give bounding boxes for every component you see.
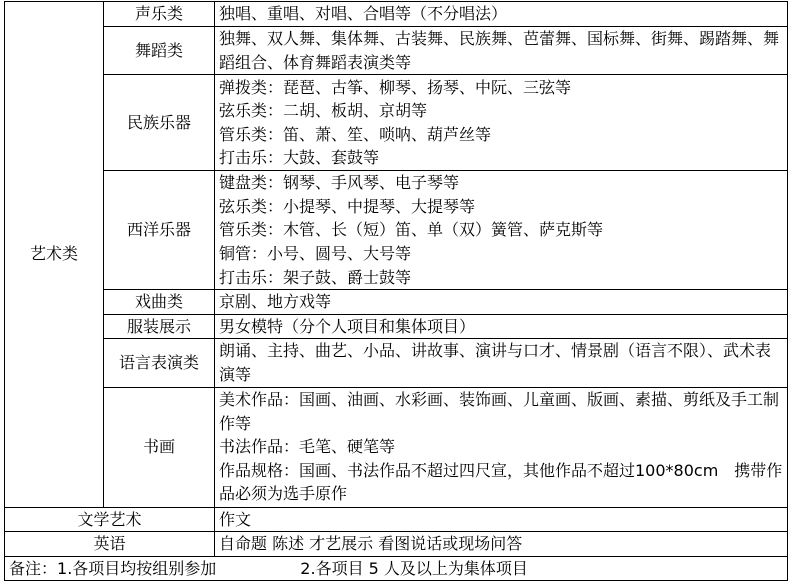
note-item-1: 1.各项目均按组别参加: [57, 558, 217, 578]
content-line: 铜管：小号、圆号、大号等: [219, 243, 412, 263]
table-row: [5, 27, 788, 75]
content-cell: [215, 387, 788, 507]
note-label: 备注：: [9, 558, 58, 578]
content-line: 打击乐：架子鼓、爵士鼓等: [219, 267, 412, 287]
content-cell: [215, 27, 788, 75]
content-line: 京剧、地方戏等: [219, 292, 332, 312]
note-row: [5, 556, 788, 581]
category-cell: 艺术类: [5, 2, 104, 508]
subcategory-cell: 语言表演类: [104, 339, 215, 387]
content-line: 管乐类：笛、萧、笙、唢呐、葫芦丝等: [219, 124, 492, 144]
subcategory-cell: 书画: [104, 387, 215, 507]
table-row: [5, 2, 788, 27]
table-row: [5, 339, 788, 387]
content-line: 弦乐类：二胡、板胡、京胡等: [219, 101, 428, 121]
content-cell: 作文: [215, 507, 788, 532]
table-row: [5, 387, 788, 507]
note-item-2: 2.各项目 5 人及以上为集体项目: [300, 558, 528, 578]
content-line: 键盘类：钢琴、手风琴、电子琴等: [219, 173, 460, 193]
content-line: 书法作品：毛笔、硬笔等: [219, 437, 396, 457]
content-cell: [215, 314, 788, 339]
content-line: 男女模特（分个人项目和集体项目）: [219, 316, 476, 336]
content-line: 弹拨类：琵琶、古筝、柳琴、扬琴、中阮、三弦等: [219, 77, 572, 97]
table-row: [5, 532, 788, 557]
content-line: 弦乐类：小提琴、中提琴、大提琴等: [219, 196, 476, 216]
content-line: 独唱、重唱、对唱、合唱等（不分唱法）: [219, 4, 508, 24]
content-line: 管乐类：木管、长（短）笛、单（双）簧管、萨克斯等: [219, 220, 604, 240]
subcategory-cell: 声乐类: [104, 2, 215, 27]
table-row: [5, 290, 788, 315]
content-line: 打击乐：大鼓、套鼓等: [219, 148, 380, 168]
row-label-cell: 英语: [5, 532, 215, 557]
content-cell: [215, 2, 788, 27]
content-cell: [215, 339, 788, 387]
content-cell: [215, 171, 788, 290]
table-row: [5, 314, 788, 339]
table-row: [5, 507, 788, 532]
subcategory-cell: 服装展示: [104, 314, 215, 339]
content-cell: 自命题 陈述 才艺展示 看图说话或现场问答: [215, 532, 788, 557]
content-cell: [215, 75, 788, 171]
table-row: [5, 171, 788, 290]
events-table: [4, 1, 788, 581]
note-cell: [5, 556, 788, 581]
content-line: 朗诵、主持、曲艺、小品、讲故事、演讲与口才、情景剧（语言不限）、武术表演等: [219, 341, 772, 384]
subcategory-cell: 舞蹈类: [104, 27, 215, 75]
content-line: 独舞、双人舞、集体舞、古装舞、民族舞、芭蕾舞、国标舞、街舞、踢踏舞、舞蹈组合、体育舞蹈表演类等: [219, 29, 780, 72]
subcategory-cell: 西洋乐器: [104, 171, 215, 290]
subcategory-cell: 戏曲类: [104, 290, 215, 315]
row-label-cell: 文学艺术: [5, 507, 215, 532]
table-row: [5, 75, 788, 171]
content-line: 美术作品：国画、油画、水彩画、装饰画、儿童画、版画、素描、剪纸及手工制作等: [219, 390, 780, 433]
subcategory-cell: 民族乐器: [104, 75, 215, 171]
content-line: 作品规格：国画、书法作品不超过四尺宣，其他作品不超过100*80cm 携带作品必须为选手原作: [219, 460, 783, 504]
content-cell: [215, 290, 788, 315]
